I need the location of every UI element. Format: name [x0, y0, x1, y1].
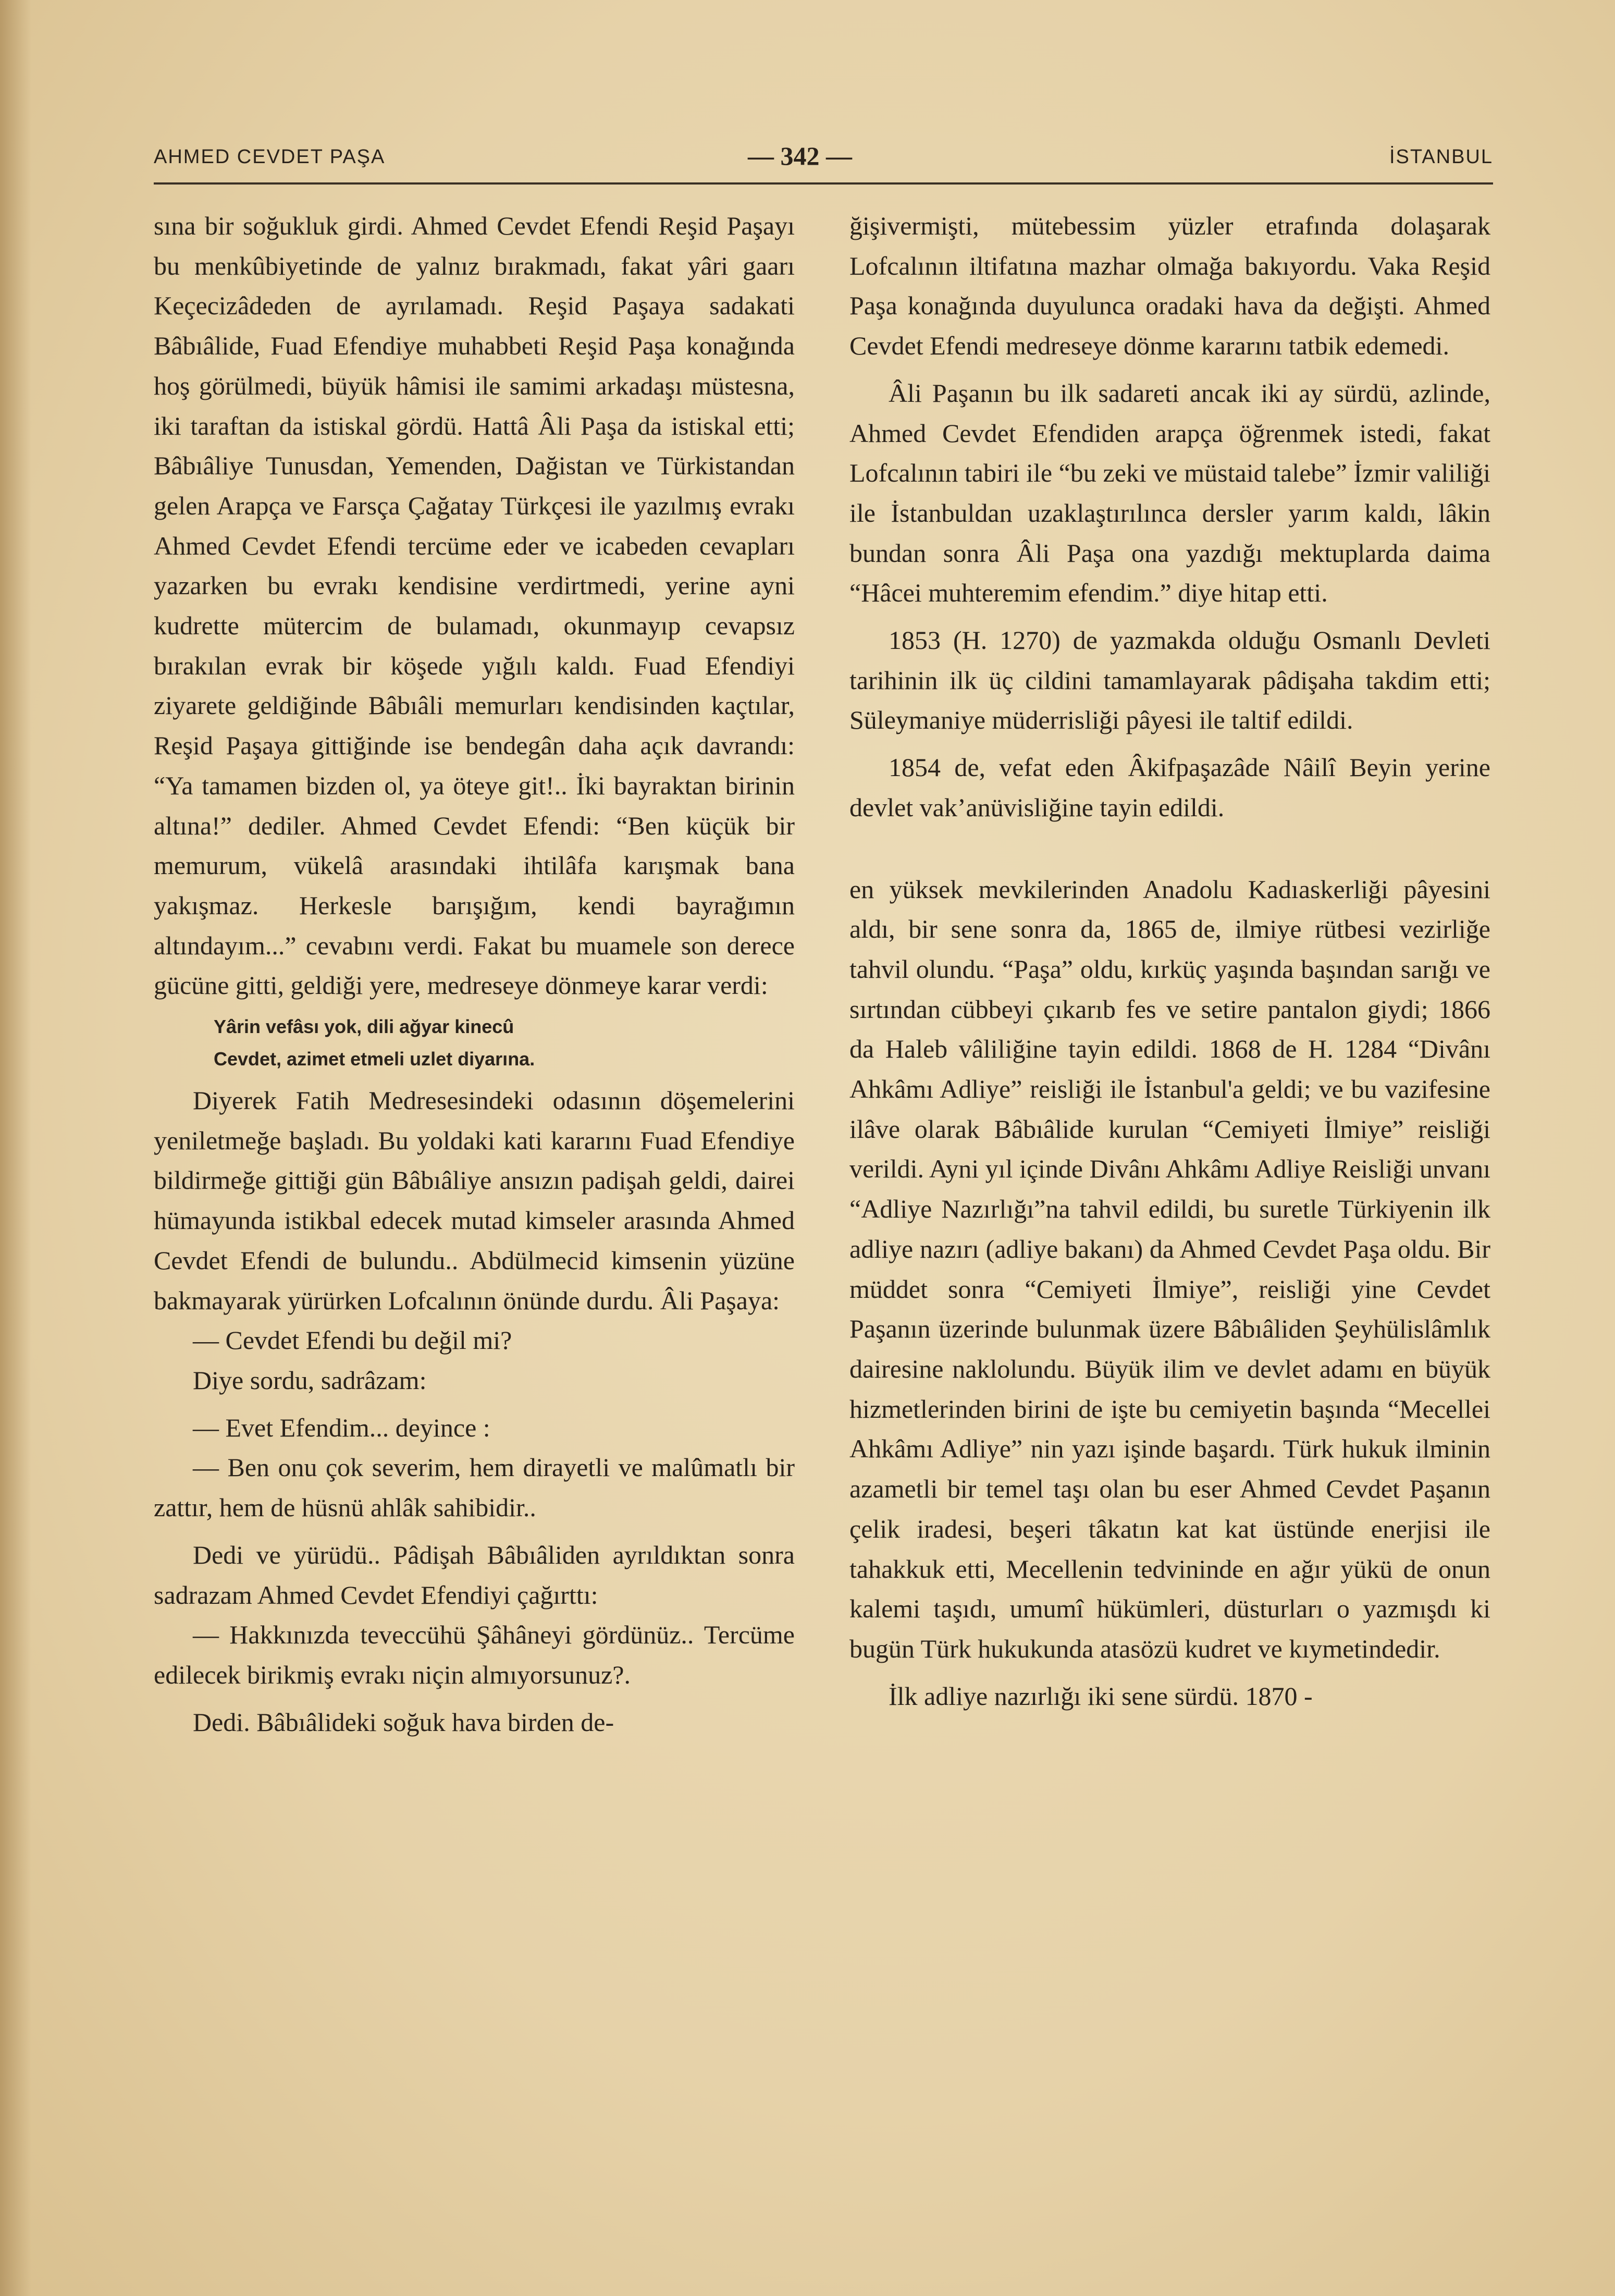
paragraph: 1853 (H. 1270) de yazmakda olduğu Osmanlı Devleti tarihinin ilk üç cildini tamamlayarak pâdişaha takdim etti; Süleymaniye müderrisliği pâyesi ile taltif edildi.: [849, 625, 1490, 735]
dialogue-line: Diye sordu, sadrâzam:: [193, 1365, 427, 1395]
page-edge-shadow: [0, 0, 31, 2296]
verse-line: Yârin vefâsı yok, dili ağyar kinecû: [214, 1016, 514, 1038]
paragraph: en yüksek mevkilerinden Anadolu Kadıaskerliği pâyesini aldı, bir sene sonra da, 1865 de, ilmiye rütbesi vezirliğe tahvil olundu. “Paşa” oldu, kırküç yaşında başından sarığı ve sırtından cübbeyi çıkarıb fes ve setire pantalon giydi; 1866 da Haleb vâliliğine tayin edildi. 1868 de H. 1284 “Divânı Ahkâmı Adliye” reisliği ile İstanbul'a geldi; ve bu vazifesine ilâve olarak Bâbıâlide kurulan “Cemiyeti İlmiye” reisliği verildi. Ayni yıl içinde Divânı Ahkâmı Adliye Reisliği unvanı “Adliye Nazırlığı”na tahvil edildi, bu suretle Türkiyenin ilk adliye nazırı (adliye bakanı) da Ahmed Cevdet Paşa oldu. Bir müddet sonra “Cemiyeti İlmiye”, reisliği yine Cevdet Paşanın üzerinde bulunmak üzere Bâbıâliden Şeyhülislâmlık dairesine naklolundu. Büyük ilim ve devlet adamı en büyük hizmetlerinden birini de işte bu cemiyetin başında “Mecellei Ahkâmı Adliye” nin yazı işinde başardı. Türk hukuk ilminin azametli bir temel taşı olan bu eser Ahmed Cevdet Paşanın çelik iradesi, beşeri tâkatın kat kat üstünde enerjisi ile tahakkuk etti, Mecellenin tedvininde en ağır yükü de onun kalemi taşıdı, umumî hükümleri, düsturları o yazmışdı ki bugün Türk hukukunda atasözü kudret ve kıymetindedir.: [849, 874, 1491, 1663]
running-title: AHMED CEVDET PAŞA: [154, 146, 386, 168]
running-header: [154, 141, 1493, 177]
paragraph: Dedi. Bâbıâlideki soğuk hava birden de-: [193, 1707, 614, 1737]
left-column: [154, 206, 795, 1742]
dialogue-line: — Hakkınızda teveccühü Şâhâneyi gördünüz.. Tercüme edilecek birikmiş evrakı niçin almıyorsunuz?.: [154, 1620, 795, 1689]
dialogue-line: — Ben onu çok severim, hem dirayetli ve malûmatlı bir zattır, hem de hüsnü ahlâk sahibidir..: [154, 1453, 795, 1523]
paragraph: 1854 de, vefat eden Âkifpaşazâde Nâilî Beyin yerine devlet vak’anüvisliğine tayin edildi.: [849, 753, 1490, 822]
paragraph: sına bir soğukluk girdi. Ahmed Cevdet Efendi Reşid Paşayı bu menkûbiyetinde de yalnız bırakmadı, fakat yâri gaarı Keçecizâdeden de ayrılamadı. Reşid Paşaya sadakati Bâbıâlide, Fuad Efendiye muhabbeti Reşid Paşa konağında hoş görülmedi, büyük hâmisi ile samimi arkadaşı müstesna, iki taraftan da istiskal gördü. Hattâ Âli Paşa da istiskal etti; Bâbıâliye Tunusdan, Yemenden, Dağistan ve Türkistandan gelen Arapça ve Farsça Çağatay Türkçesi ile yazılmış evrakı Ahmed Cevdet Efendi tercüme eder ve icabeden cevapları yazarken bu evrakı kendisine verdirtmedi, yerine ayni kudrette mütercim de bulamadı, okunmayıp cevapsız bırakılan evrak bir köşede yığılı kaldı. Fuad Efendiyi ziyarete geldiğinde Bâbıâli memurları kendisinden kaçtılar, Reşid Paşaya gittiğinde ise bendegân daha açık davrandı: “Ya tamamen bizden ol, ya öteye git!.. İki bayraktan birinin altına!” dediler. Ahmed Cevdet Efendi: “Ben küçük bir memurum, vükelâ arasındaki ihtilâfa karışmak bana yakışmaz. Herkesle barışığım, kendi bayrağımın altındayım...” cevabını verdi. Fakat bu muamele son derece gücüne gitti, geldiği yere, medreseye dönmeye karar verdi:: [154, 211, 795, 1000]
paragraph: ğişivermişti, mütebessim yüzler etrafında dolaşarak Lofcalının iltifatına mazhar olmağa bakıyordu. Vaka Reşid Paşa konağında duyulunca oradaki hava da değişti. Ahmed Cevdet Efendi medreseye dönme kararını tatbik edemedi.: [849, 211, 1490, 361]
section-title: İSTANBUL: [1389, 146, 1493, 168]
paragraph: İlk adliye nazırlığı iki sene sürdü. 1870 -: [889, 1681, 1313, 1711]
verse-couplet: [214, 1011, 795, 1075]
verse-line: Cevdet, azimet etmeli uzlet diyarına.: [214, 1048, 535, 1070]
paragraph: Dedi ve yürüdü.. Pâdişah Bâbıâliden ayrıldıktan sonra sadrazam Ahmed Cevdet Efendiyi çağırttı:: [154, 1540, 795, 1610]
dialogue-line: — Cevdet Efendi bu değil mi?: [193, 1325, 512, 1355]
right-column: [849, 206, 1490, 1716]
paragraph: Âli Paşanın bu ilk sadareti ancak iki ay sürdü, azlinde, Ahmed Cevdet Efendiden arapça öğrenmek istedi, fakat Lofcalının tabiri ile “bu zeki ve müstaid talebe” İzmir valiliği ile İstanbuldan uzaklaştırılınca dersler yarım kaldı, lâkin bundan sonra Âli Paşa ona yazdığı mektuplarda daima “Hâcei muhteremim efendim.” diye hitap etti.: [849, 378, 1490, 608]
section-break: [849, 828, 1490, 869]
page-number: — 342 —: [748, 141, 852, 170]
paragraph: Diyerek Fatih Medresesindeki odasının döşemelerini yeniletmeğe başladı. Bu yoldaki kati kararını Fuad Efendiye bildirmeğe gittiği gün Bâbıâliye ansızın padişah geldi, dairei hümayunda istikbal edecek mutad kimseler arasında Ahmed Cevdet Efendi de bulundu.. Abdülmecid kimsenin yüzüne bakmayarak yürürken Lofcalının önünde durdu. Âli Paşaya:: [154, 1086, 795, 1315]
dialogue-line: — Evet Efendim... deyince :: [193, 1413, 490, 1442]
header-rule: [154, 182, 1493, 185]
